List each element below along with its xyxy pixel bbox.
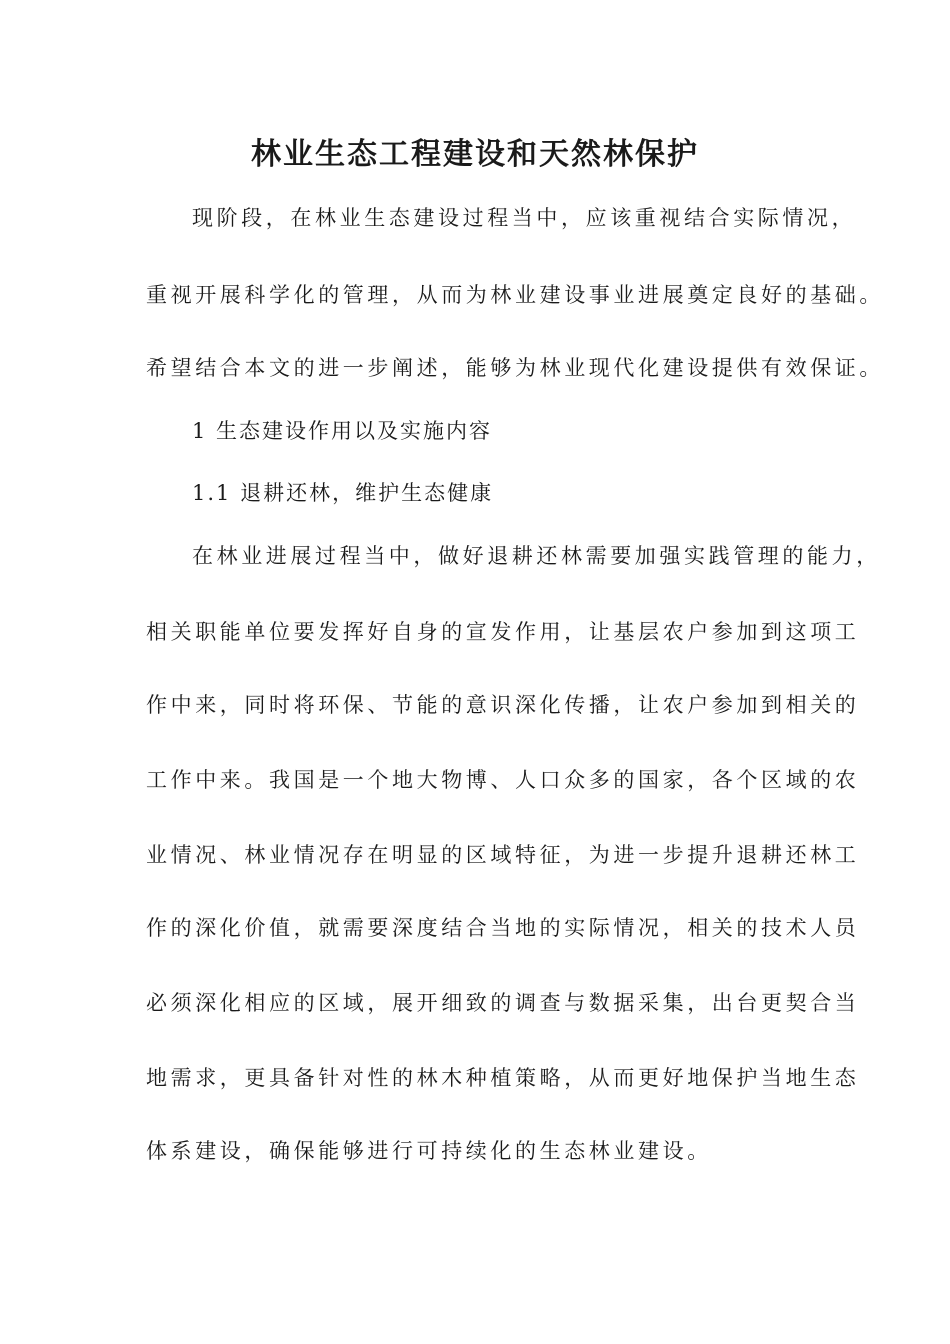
paragraph-line: 现阶段，在林业生态建设过程当中，应该重视结合实际情况，: [192, 206, 857, 230]
paragraph-line: 希望结合本文的进一步阐述，能够为林业现代化建设提供有效保证。: [146, 356, 884, 380]
document-title: 林业生态工程建设和天然林保护: [251, 137, 699, 172]
paragraph-line: 相关职能单位要发挥好自身的宣发作用，让基层农户参加到这项工: [146, 620, 860, 644]
paragraph-line: 作中来，同时将环保、节能的意识深化传播，让农户参加到相关的: [146, 693, 860, 717]
paragraph-line: 体系建设，确保能够进行可持续化的生态林业建设。: [146, 1139, 712, 1163]
paragraph-line: 作的深化价值，就需要深度结合当地的实际情况，相关的技术人员: [146, 916, 860, 940]
paragraph-line: 在林业进展过程当中，做好退耕还林需要加强实践管理的能力，: [192, 544, 881, 568]
paragraph-line: 地需求，更具备针对性的林木种植策略，从而更好地保护当地生态: [146, 1066, 860, 1090]
paragraph-line: 必须深化相应的区域，展开细致的调查与数据采集，出台更契合当: [146, 991, 860, 1015]
paragraph-line: 重视开展科学化的管理，从而为林业建设事业进展奠定良好的基础。: [146, 283, 884, 307]
subsection-heading: 1.1 退耕还林，维护生态健康: [192, 481, 494, 505]
section-heading: 1 生态建设作用以及实施内容: [192, 419, 493, 443]
paragraph-line: 业情况、林业情况存在明显的区域特征，为进一步提升退耕还林工: [146, 843, 860, 867]
paragraph-line: 工作中来。我国是一个地大物博、人口众多的国家，各个区域的农: [146, 768, 860, 792]
